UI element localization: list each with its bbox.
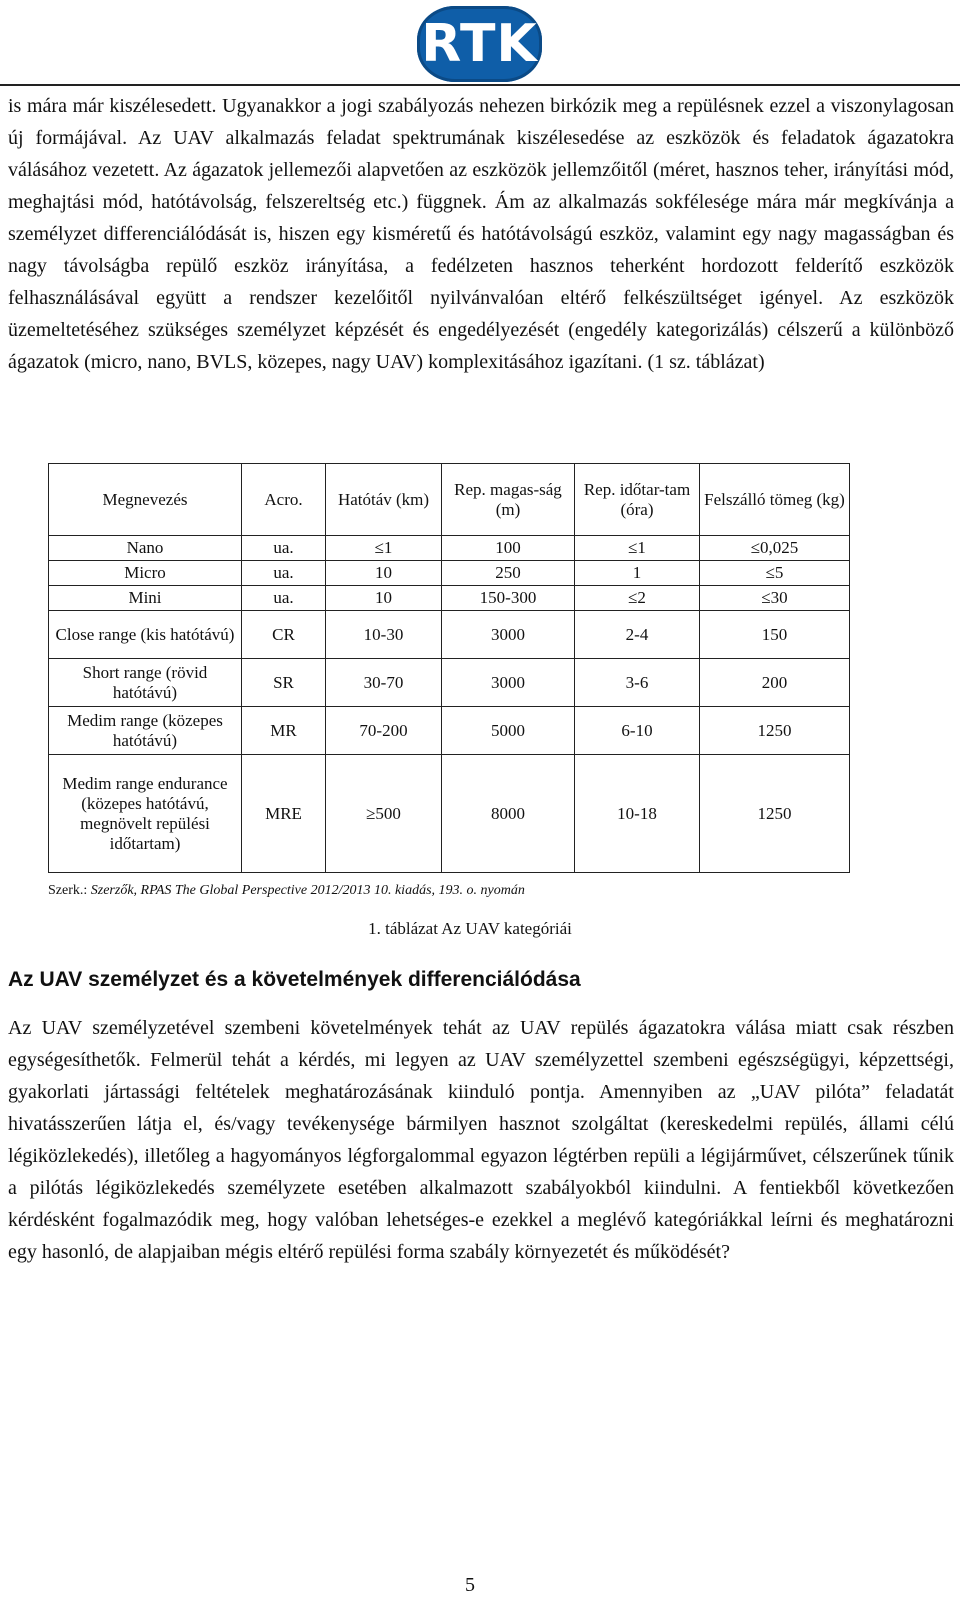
table-cell: 3000: [442, 611, 575, 659]
table-cell: 30-70: [326, 659, 442, 707]
table-cell: 10-30: [326, 611, 442, 659]
header-rule: [0, 84, 960, 86]
source-lead: Szerk.:: [48, 883, 91, 898]
table-cell: Medim range (közepes hatótávú): [49, 707, 242, 755]
table-cell: 5000: [442, 707, 575, 755]
table-cell: 8000: [442, 755, 575, 873]
table-cell: ≤1: [326, 536, 442, 561]
section-heading: Az UAV személyzet és a követelmények differenciálódása: [8, 968, 581, 991]
table-cell: 3000: [442, 659, 575, 707]
body-paragraph-2: Az UAV személyzetével szembeni követelmények tehát az UAV repülés ágazatokra válása miatt csak részben egységesíthetők. Felmerül tehát a kérdés, mi legyen az UAV személyzettel szembeni egészségügyi, képzettségi, gyakorlati jártassági feltételek meghatározásának kiinduló pontja. Amennyiben az „UAV pilóta” feladatát hivatásszerűen látja el, és/vagy tevékenysége bármilyen hasznot szolgáltat (kereskedelmi repülés, állami célú légiközlekedés), illetőleg a hagyományos légforgalommal egyazon légtérben repüli a légijárművet, célszerűnek tűnik a pilótás légiközlekedés személyzete esetében alkalmazott szabályokból kiindulni. A fentiekből következően kérdésként fogalmazódik meg, hogy valóban lehetséges-e ezekkel a meglévő kategóriákkal leírni és meghatározni egy hasonló, de alapjaiban mégis eltérő repülési forma szabály környezetét és működését?: [8, 1017, 954, 1263]
table-cell: ua.: [242, 586, 326, 611]
table-source-note: [48, 883, 525, 899]
table-row: [49, 659, 850, 707]
table-cell: 150: [700, 611, 850, 659]
table-row: [49, 536, 850, 561]
page-number: 5: [465, 1574, 475, 1596]
header-cell: Felszálló tömeg (kg): [700, 464, 850, 536]
table-cell: 2-4: [575, 611, 700, 659]
table-cell: ≥500: [326, 755, 442, 873]
table-cell: 10: [326, 586, 442, 611]
table-cell: Micro: [49, 561, 242, 586]
table-cell: 150-300: [442, 586, 575, 611]
table-cell: 1250: [700, 707, 850, 755]
table-cell: SR: [242, 659, 326, 707]
table-cell: 6-10: [575, 707, 700, 755]
table-row: [49, 755, 850, 873]
header-cell: Rep. időtar-tam (óra): [575, 464, 700, 536]
table-cell: CR: [242, 611, 326, 659]
table-cell: 10: [326, 561, 442, 586]
page-header: [0, 0, 960, 90]
header-cell: Megnevezés: [49, 464, 242, 536]
table-cell: Close range (kis hatótávú): [49, 611, 242, 659]
table-cell: ≤30: [700, 586, 850, 611]
table-cell: 3-6: [575, 659, 700, 707]
table-cell: 1250: [700, 755, 850, 873]
table-cell: Short range (rövid hatótávú): [49, 659, 242, 707]
header-cell: Acro.: [242, 464, 326, 536]
table-cell: MR: [242, 707, 326, 755]
table-cell: 10-18: [575, 755, 700, 873]
table-cell: ≤0,025: [700, 536, 850, 561]
table-cell: Nano: [49, 536, 242, 561]
table-cell: MRE: [242, 755, 326, 873]
header-cell: Hatótáv (km): [326, 464, 442, 536]
table-cell: 70-200: [326, 707, 442, 755]
table-cell: ≤5: [700, 561, 850, 586]
table-row: [49, 707, 850, 755]
table-row: [49, 611, 850, 659]
table-caption: 1. táblázat Az UAV kategóriái: [368, 919, 572, 938]
table-header-row: [49, 464, 850, 536]
table-cell: 1: [575, 561, 700, 586]
table-cell: ≤2: [575, 586, 700, 611]
header-cell: Rep. magas-ság (m): [442, 464, 575, 536]
table-cell: 100: [442, 536, 575, 561]
source-text: Szerzők, RPAS The Global Perspective 2012/2013 10. kiadás, 193. o. nyomán: [90, 883, 525, 898]
table-cell: 250: [442, 561, 575, 586]
rtk-logo: RTK: [417, 6, 542, 82]
table-row: [49, 561, 850, 586]
uav-category-table: [48, 463, 850, 873]
table-cell: ≤1: [575, 536, 700, 561]
table-cell: Medim range endurance (közepes hatótávú, megnövelt repülési időtartam): [49, 755, 242, 873]
table-row: [49, 586, 850, 611]
body-paragraph-1: is mára már kiszélesedett. Ugyanakkor a jogi szabályozás nehezen birkózik meg a repülésnek ezzel a viszonylagosan új formájával. Az UAV alkalmazás feladat spektrumának kiszélesedése az eszközök és feladatok ágazatokra válásához vezetett. Az ágazatok jellemezői alapvetően az eszközök jellemzőitől (méret, hasznos teher, irányítási mód, meghajtási mód, hatótávolság, felszereltség etc.) függnek. Ám az alkalmazás sokfélesége mára már megkívánja a személyzet differenciálódását is, hiszen egy kisméretű és hatótávolságú eszköz, valamint egy nagy magasságban és nagy távolságba repülő eszköz irányítása, a fedélzeten hasznos teherként hordozott felderítő eszközök felhasználásával együtt a rendszer kezelőitől nyilvánvalóan eltérő felkészültséget igényel. Az eszközök üzemeltetéséhez szükséges személyzet képzését és engedélyezését (engedély kategorizálás) célszerű a különböző ágazatok (micro, nano, BVLS, közepes, nagy UAV) komplexitásához igazítani. (1 sz. táblázat): [8, 95, 954, 373]
table-cell: 200: [700, 659, 850, 707]
table-cell: ua.: [242, 561, 326, 586]
table-cell: Mini: [49, 586, 242, 611]
table-cell: ua.: [242, 536, 326, 561]
